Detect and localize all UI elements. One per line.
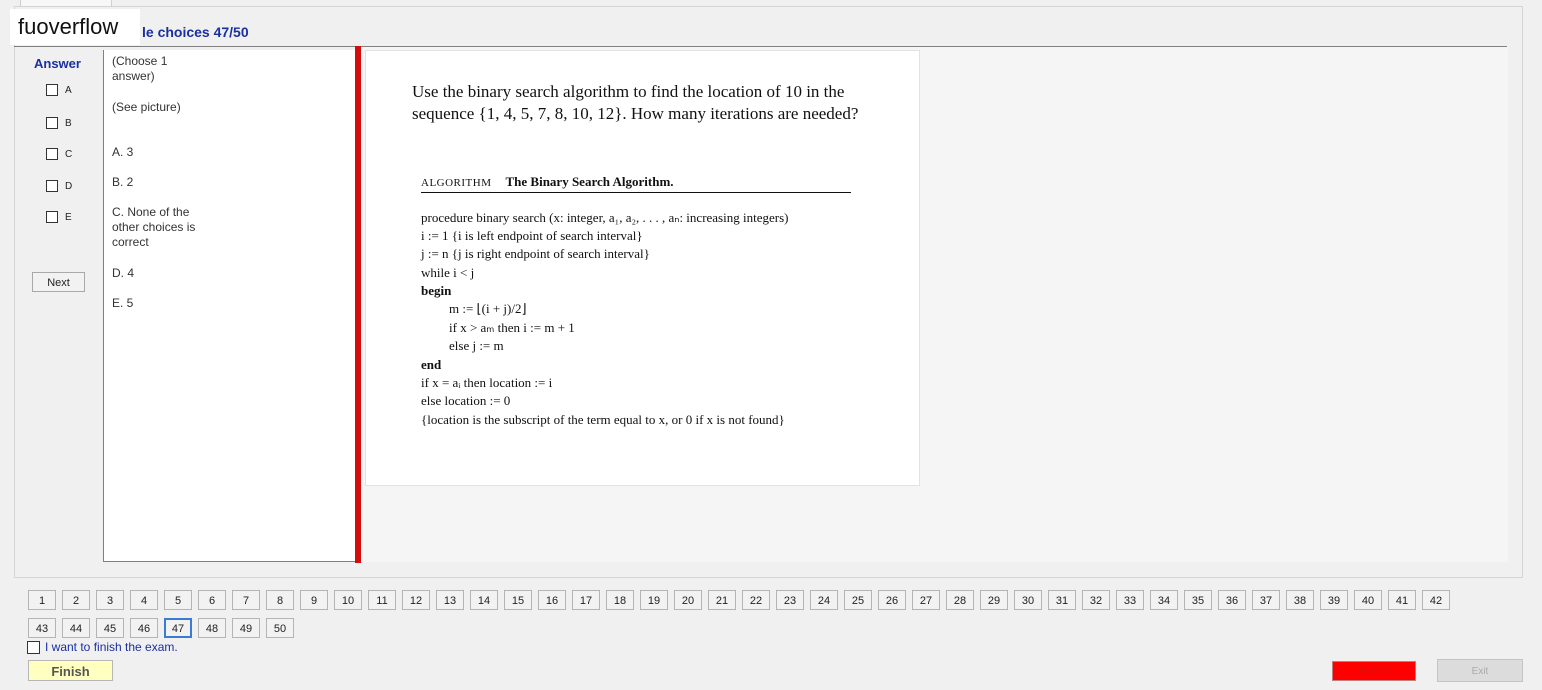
question-text: Use the binary search algorithm to find the location of 10 in the sequence {1, 4, 5, 7, 8, 10, 12}. How many iterations are needed? (412, 82, 859, 123)
option-letter-c: C (65, 148, 73, 160)
question-number-button[interactable]: 8 (266, 590, 294, 610)
question-picture (365, 50, 920, 486)
choice-c: C. None of the other choices is correct (112, 205, 196, 249)
submit-button[interactable]: Submit (1332, 661, 1416, 681)
algorithm-keyword: ALGORITHM (421, 177, 492, 189)
code-line: m := ⌊(i + j)/2⌋ (449, 301, 527, 316)
code-line: if x = aᵢ then location := i (421, 375, 553, 390)
code-line: end (421, 357, 442, 372)
question-number-button[interactable]: 36 (1218, 590, 1246, 610)
question-number-button[interactable]: 4 (130, 590, 158, 610)
question-number-button[interactable]: 30 (1014, 590, 1042, 610)
question-number-button[interactable]: 41 (1388, 590, 1416, 610)
code-line: else location := 0 (421, 393, 511, 408)
question-number-button[interactable]: 38 (1286, 590, 1314, 610)
question-number-button[interactable]: 29 (980, 590, 1008, 610)
algorithm-heading (421, 174, 674, 190)
code-line: while i < j (421, 265, 475, 280)
question-number-button[interactable]: 7 (232, 590, 260, 610)
question-number-button[interactable]: 5 (164, 590, 192, 610)
question-number-button[interactable]: 19 (640, 590, 668, 610)
choice-d: D. 4 (112, 266, 135, 280)
question-number-button[interactable]: 28 (946, 590, 974, 610)
question-number-button[interactable]: 34 (1150, 590, 1178, 610)
checkbox-e[interactable] (46, 211, 58, 223)
finish-checkbox[interactable] (27, 641, 40, 654)
question-number-button[interactable]: 40 (1354, 590, 1382, 610)
question-number-button[interactable]: 45 (96, 618, 124, 638)
question-number-button[interactable]: 16 (538, 590, 566, 610)
question-number-button[interactable]: 3 (96, 590, 124, 610)
option-letter-e: E (65, 211, 72, 223)
see-picture-note: (See picture) (112, 100, 181, 114)
question-number-button[interactable]: 9 (300, 590, 328, 610)
answer-option-b[interactable] (46, 115, 72, 131)
choice-b: B. 2 (112, 175, 134, 189)
question-number-button[interactable]: 42 (1422, 590, 1450, 610)
question-number-button[interactable]: 12 (402, 590, 430, 610)
question-number-button[interactable]: 23 (776, 590, 804, 610)
answer-label: Answer (34, 56, 81, 71)
question-number-button[interactable]: 47 (164, 618, 192, 638)
answer-option-c[interactable] (46, 146, 72, 162)
question-number-button[interactable]: 26 (878, 590, 906, 610)
code-line: {location is the subscript of the term equal to x, or 0 if x is not found} (421, 412, 785, 427)
question-number-button[interactable]: 44 (62, 618, 90, 638)
question-number-button[interactable]: 13 (436, 590, 464, 610)
checkbox-d[interactable] (46, 180, 58, 192)
question-number-button[interactable]: 49 (232, 618, 260, 638)
choice-e: E. 5 (112, 296, 134, 310)
question-number-button[interactable]: 6 (198, 590, 226, 610)
question-number-button[interactable]: 25 (844, 590, 872, 610)
checkbox-b[interactable] (46, 117, 58, 129)
question-number-button[interactable]: 50 (266, 618, 294, 638)
question-number-button[interactable]: 18 (606, 590, 634, 610)
question-number-button[interactable]: 43 (28, 618, 56, 638)
code-line: i := 1 {i is left endpoint of search interval} (421, 228, 643, 243)
question-number-button[interactable]: 24 (810, 590, 838, 610)
option-letter-d: D (65, 180, 73, 192)
question-number-button[interactable]: 27 (912, 590, 940, 610)
code-line: if x > aₘ then i := m + 1 (449, 320, 575, 335)
question-number-button[interactable]: 20 (674, 590, 702, 610)
question-number-button[interactable]: 22 (742, 590, 770, 610)
option-letter-b: B (65, 117, 72, 129)
answer-option-a[interactable] (46, 82, 72, 98)
code-line: j := n {j is right endpoint of search interval} (421, 246, 650, 261)
answer-option-d[interactable] (46, 178, 72, 194)
question-number-button[interactable]: 35 (1184, 590, 1212, 610)
code-line: procedure binary search (x: integer, a₁, a₂, . . . , aₙ: increasing integers) (421, 210, 789, 225)
question-number-button[interactable]: 32 (1082, 590, 1110, 610)
answer-option-e[interactable] (46, 209, 72, 225)
code-line: else j := m (449, 338, 504, 353)
question-number-button[interactable]: 31 (1048, 590, 1076, 610)
question-number-button[interactable]: 21 (708, 590, 736, 610)
exit-button[interactable]: Exit (1437, 659, 1523, 682)
next-button[interactable]: Next (32, 272, 85, 292)
code-line: begin (421, 283, 452, 298)
checkbox-c[interactable] (46, 148, 58, 160)
question-number-button[interactable]: 14 (470, 590, 498, 610)
algorithm-rule (421, 192, 851, 193)
question-number-button[interactable]: 2 (62, 590, 90, 610)
checkbox-a[interactable] (46, 84, 58, 96)
question-number-button[interactable]: 17 (572, 590, 600, 610)
question-number-button[interactable]: 15 (504, 590, 532, 610)
finish-confirm[interactable] (27, 640, 178, 654)
finish-confirm-label: I want to finish the exam. (45, 640, 178, 654)
algorithm-title: The Binary Search Algorithm. (505, 174, 674, 189)
option-letter-a: A (65, 84, 72, 96)
finish-button[interactable]: Finish (28, 660, 113, 681)
choice-a: A. 3 (112, 145, 134, 159)
choices-panel (103, 50, 357, 562)
question-number-button[interactable]: 48 (198, 618, 226, 638)
choose-instruction: (Choose 1 answer) (112, 54, 168, 83)
question-number-button[interactable]: 10 (334, 590, 362, 610)
watermark-logo: fuoverflow (10, 9, 140, 45)
question-number-button[interactable]: 46 (130, 618, 158, 638)
question-number-button[interactable]: 33 (1116, 590, 1144, 610)
question-number-button[interactable]: 1 (28, 590, 56, 610)
question-number-button[interactable]: 37 (1252, 590, 1280, 610)
question-number-button[interactable]: 39 (1320, 590, 1348, 610)
question-number-button[interactable]: 11 (368, 590, 396, 610)
page-title: le choices 47/50 (142, 24, 249, 40)
